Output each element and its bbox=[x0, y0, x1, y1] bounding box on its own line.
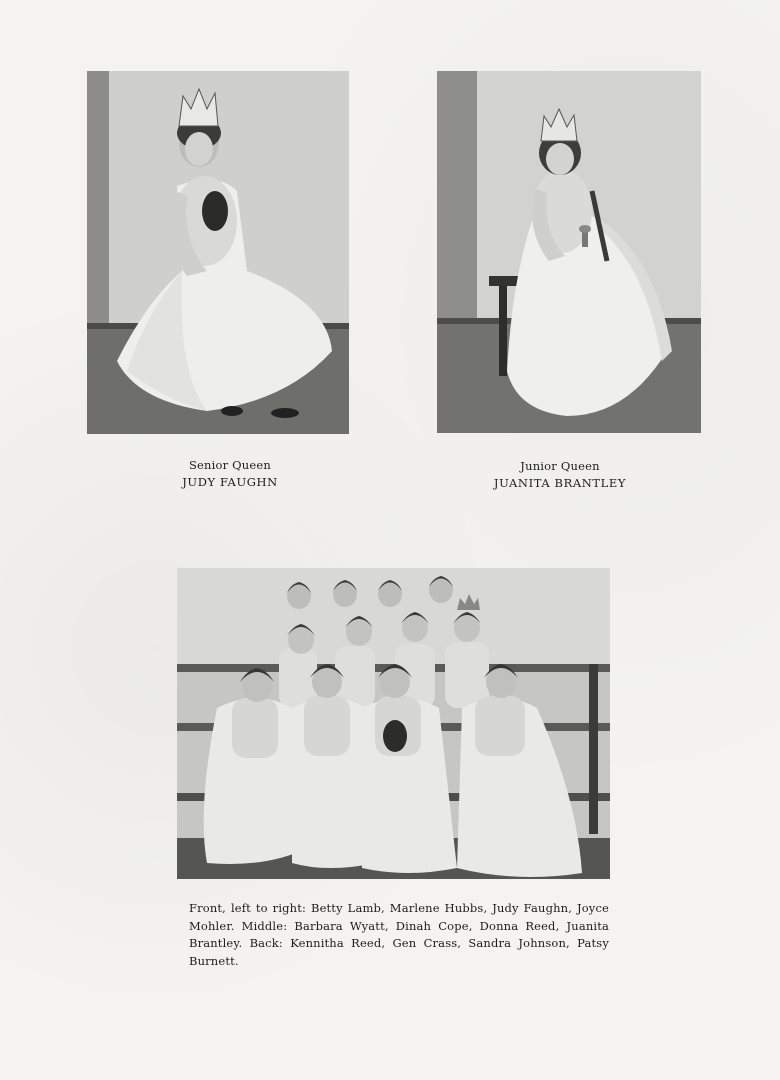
junior-queen-caption bbox=[480, 458, 640, 492]
senior-queen-photo bbox=[87, 71, 349, 434]
senior-queen-caption bbox=[150, 457, 310, 491]
senior-queen-title: Senior Queen bbox=[188, 458, 272, 472]
court-group-caption: Front, left to right: Betty Lamb, Marlene Hubbs, Judy Faughn, Joyce Mohler. Middle: Barbara Wyatt, Dinah Cope, Donna Reed, Juanita Brantley. Back: Kennitha Reed, Gen Crass, Sandra Johnson, Patsy Burnett. bbox=[189, 901, 609, 968]
junior-queen-name: JUANITA BRANTLEY bbox=[493, 476, 627, 490]
junior-queen-photo bbox=[437, 71, 701, 433]
junior-queen-title: Junior Queen bbox=[520, 459, 600, 473]
senior-queen-name: JUDY FAUGHN bbox=[182, 475, 278, 489]
court-group-photo bbox=[177, 568, 610, 879]
